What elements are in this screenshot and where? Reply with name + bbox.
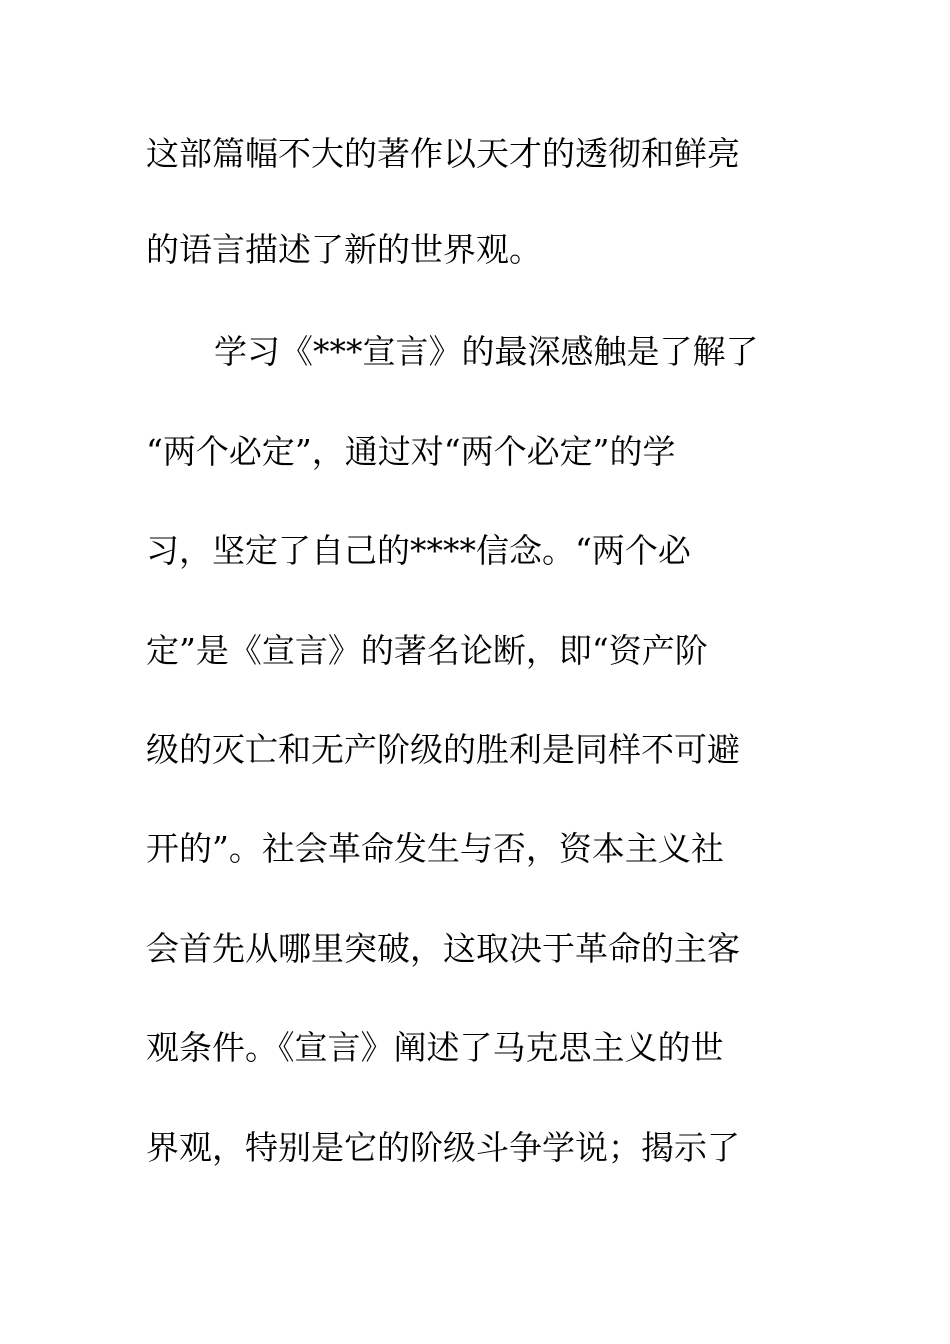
text-line-10: 观条件。《宣言》阐述了马克思主义的世 (146, 1028, 724, 1067)
text-line-5: 习，坚定了自己的****信念。“两个必 (146, 531, 691, 570)
text-line-7: 级的灭亡和无产阶级的胜利是同样不可避 (146, 730, 740, 769)
paragraph-start-line: 学习《***宣言》的最深感触是了解了 (214, 332, 759, 371)
text-line-8: 开的”。社会革命发生与否，资本主义社 (146, 829, 724, 868)
text-line-9: 会首先从哪里突破，这取决于革命的主客 (146, 929, 740, 968)
text-line-6: 定”是《宣言》的著名论断，即“资产阶 (146, 631, 708, 670)
text-line-1: 这部篇幅不大的著作以天才的透彻和鲜亮 (146, 134, 740, 173)
text-line-11: 界观，特别是它的阶级斗争学说；揭示了 (146, 1128, 740, 1167)
text-line-4: “两个必定”，通过对“两个必定”的学 (146, 432, 676, 471)
text-line-2: 的语言描述了新的世界观。 (146, 230, 542, 269)
